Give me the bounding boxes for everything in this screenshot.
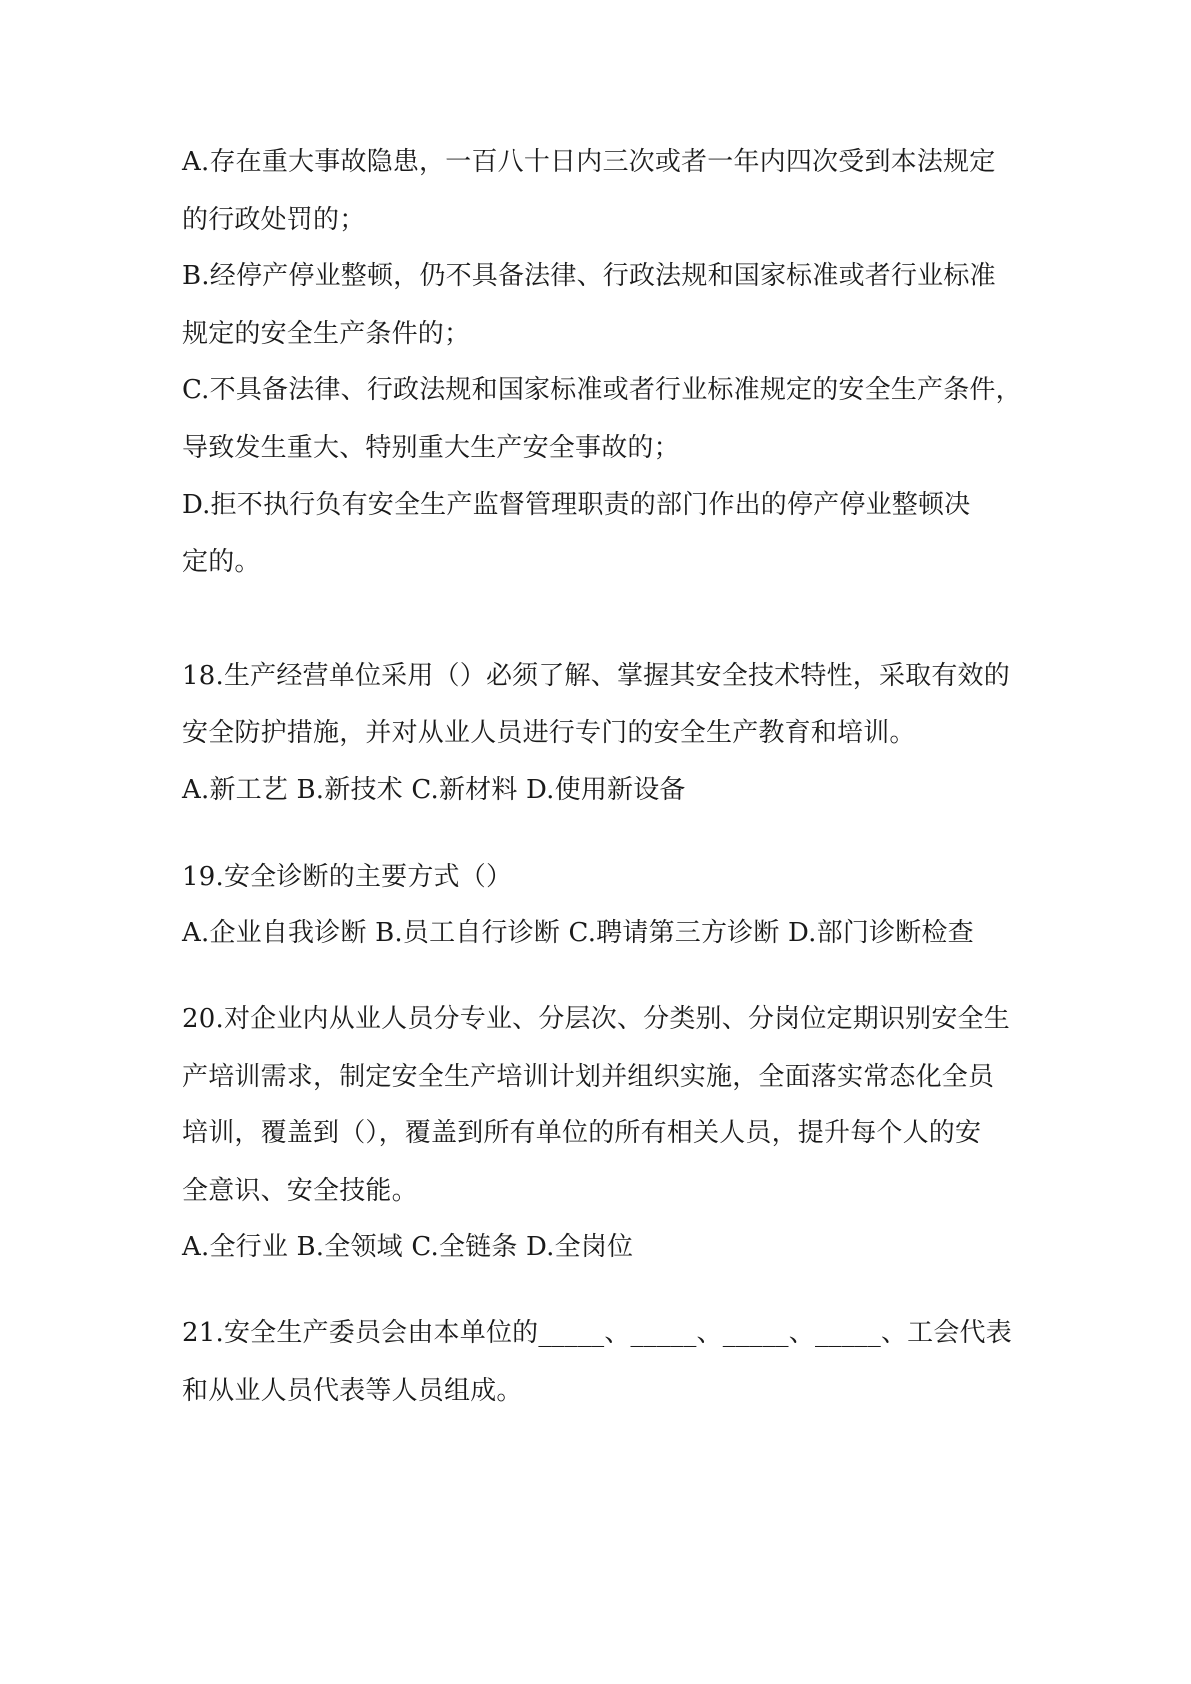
option-line: C.不具备法律、行政法规和国家标准或者行业标准规定的安全生产条件， xyxy=(182,375,1022,405)
option-line: 导致发生重大、特别重大生产安全事故的； xyxy=(182,433,680,463)
question-18-text: 18.生产经营单位采用（）必须了解、掌握其安全技术特性，采取有效的 xyxy=(182,661,1010,691)
question-18-text: 安全防护措施，并对从业人员进行专门的安全生产教育和培训。 xyxy=(182,718,916,748)
option-line: 的行政处罚的； xyxy=(182,205,366,235)
question-20-text: 培训，覆盖到（），覆盖到所有单位的所有相关人员，提升每个人的安 xyxy=(182,1118,982,1148)
option-line: A.存在重大事故隐患，一百八十日内三次或者一年内四次受到本法规定 xyxy=(182,147,996,177)
option-line: D.拒不执行负有安全生产监督管理职责的部门作出的停产停业整顿决 xyxy=(182,490,971,520)
option-line: 定的。 xyxy=(182,547,261,577)
question-20-options: A.全行业 B.全领域 C.全链条 D.全岗位 xyxy=(182,1232,634,1262)
question-20-text: 全意识、安全技能。 xyxy=(182,1176,418,1206)
question-20-text: 产培训需求，制定安全生产培训计划并组织实施，全面落实常态化全员 xyxy=(182,1062,995,1092)
option-line: B.经停产停业整顿，仍不具备法律、行政法规和国家标准或者行业标准 xyxy=(182,261,996,291)
question-18-options: A.新工艺 B.新技术 C.新材料 D.使用新设备 xyxy=(182,775,686,805)
question-19-options: A.企业自我诊断 B.员工自行诊断 C.聘请第三方诊断 D.部门诊断检查 xyxy=(182,918,974,948)
question-21-text: 21.安全生产委员会由本单位的_____、_____、_____、_____、工会代表 xyxy=(182,1318,1012,1348)
question-19-text: 19.安全诊断的主要方式（） xyxy=(182,862,513,892)
option-line: 规定的安全生产条件的； xyxy=(182,319,471,349)
question-20-text: 20.对企业内从业人员分专业、分层次、分类别、分岗位定期识别安全生 xyxy=(182,1004,1010,1034)
question-21-text: 和从业人员代表等人员组成。 xyxy=(182,1376,523,1406)
